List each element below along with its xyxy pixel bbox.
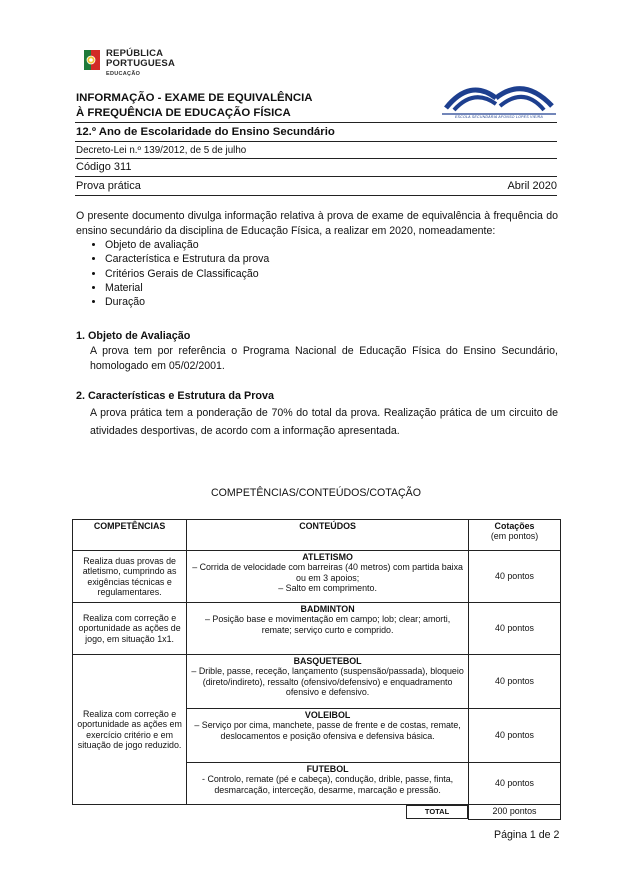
competencies-table xyxy=(72,519,561,820)
header-cotacoes-line2: (em pontos) xyxy=(490,531,539,542)
competencia-cell: Realiza duas provas de atletismo, cumprindo as exigências técnicas e regulamentares. xyxy=(73,551,187,603)
code-line: Código 311 xyxy=(76,161,132,173)
divider-5 xyxy=(75,195,557,196)
table-row xyxy=(73,603,561,655)
content-cell xyxy=(187,709,469,763)
table-row xyxy=(73,551,561,603)
content-cell xyxy=(187,655,469,709)
logo-line-republica: REPÚBLICA xyxy=(106,48,164,59)
divider-2 xyxy=(75,141,557,142)
header-cotacoes-line1: Cotações xyxy=(494,521,535,531)
empty-cell xyxy=(73,805,187,820)
competencia-cell: Realiza com correção e oportunidade as ações em exercício critério e em situação de jogo reduzido. xyxy=(73,655,187,805)
list-item: • Duração xyxy=(105,295,269,309)
school-logo xyxy=(440,76,558,122)
title-line-1: INFORMAÇÃO - EXAME DE EQUIVALÊNCIA xyxy=(76,92,313,104)
table-row xyxy=(73,655,561,709)
total-label: TOTAL xyxy=(406,805,468,819)
sport-name: FUTEBOL xyxy=(306,764,349,774)
sport-name: BADMINTON xyxy=(300,604,355,614)
sport-name: VOLEIBOL xyxy=(304,710,351,720)
portugal-flag-icon xyxy=(84,50,100,70)
page-number: Página 1 de 2 xyxy=(494,829,560,841)
points-cell: 40 pontos xyxy=(469,763,561,805)
header-cotacoes xyxy=(469,520,561,551)
total-label-wrapper xyxy=(187,805,469,820)
competencia-cell: Realiza com correção e oportunidade as ações de jogo, em situação 1x1. xyxy=(73,603,187,655)
grade-line: 12.º Ano de Escolaridade do Ensino Secundário xyxy=(76,126,335,138)
content-text: – Posição base e movimentação em campo; lob; clear; amorti, remate; serviço curto e comprido. xyxy=(205,614,451,635)
table-header-row xyxy=(73,520,561,551)
exam-date: Abril 2020 xyxy=(507,180,557,192)
points-cell: 40 pontos xyxy=(469,709,561,763)
section-2-text: A prova prática tem a ponderação de 70% do total da prova. Realização prática de um circuito de atividades desportivas, de acordo com a informação apresentada. xyxy=(90,407,558,437)
content-text: – Corrida de velocidade com barreiras (40 metros) com partida baixa ou em 3 apoios; xyxy=(192,562,463,583)
divider-3 xyxy=(75,158,557,159)
table-title: COMPETÊNCIAS/CONTEÚDOS/COTAÇÃO xyxy=(211,487,421,499)
list-item: • Critérios Gerais de Classificação xyxy=(105,267,269,281)
school-caption: ESCOLA SECUNDÁRIA AFONSO LOPES VIEIRA xyxy=(454,115,544,119)
intro-paragraph: O presente documento divulga informação relativa à prova de exame de equivalência à frequência do ensino secundário da disciplina de Educação Física, a realizar em 2020, nomeadamente: xyxy=(76,210,558,237)
title-line-2: À FREQUÊNCIA DE EDUCAÇÃO FÍSICA xyxy=(76,107,291,119)
exam-type: Prova prática xyxy=(76,180,141,192)
decree-line: Decreto-Lei n.º 139/2012, de 5 de julho xyxy=(76,145,247,156)
header-conteudos: CONTEÚDOS xyxy=(187,520,469,551)
section-2-title: 2. Características e Estrutura da Prova xyxy=(76,390,275,402)
content-text: – Salto em comprimento. xyxy=(278,583,377,594)
content-text: – Drible, passe, receção, lançamento (suspensão/passada), bloqueio (direto/indireto), ressalto (ofensivo/defensivo) e enquadramento ofensivo e defensivo. xyxy=(191,666,464,698)
header-competencias: COMPETÊNCIAS xyxy=(73,520,187,551)
points-cell: 40 pontos xyxy=(469,655,561,709)
divider-1 xyxy=(75,122,557,123)
list-item: • Material xyxy=(105,281,269,295)
intro-bullet-list xyxy=(88,238,269,309)
divider-4 xyxy=(75,176,557,177)
logo-sub-educacao: EDUCAÇÃO xyxy=(106,71,141,77)
content-text: – Serviço por cima, manchete, passe de frente e de costas, remate, deslocamentos e posição ofensiva e defensiva básica. xyxy=(194,720,461,741)
logo-line-portuguesa: PORTUGUESA xyxy=(106,58,176,69)
sport-name: BASQUETEBOL xyxy=(293,656,362,666)
content-text: - Controlo, remate (pé e cabeça), condução, drible, passe, finta, desmarcação, interceção, desarme, marcação e pressão. xyxy=(202,774,454,795)
points-cell: 40 pontos xyxy=(469,603,561,655)
content-cell xyxy=(187,603,469,655)
list-item: • Característica e Estrutura da prova xyxy=(105,252,269,266)
total-value: 200 pontos xyxy=(469,805,561,820)
section-1-text: A prova tem por referência o Programa Nacional de Educação Física do Ensino Secundário, homologado em 05/02/2001. xyxy=(90,345,558,372)
list-item: • Objeto de avaliação xyxy=(105,238,269,252)
content-cell xyxy=(187,551,469,603)
republica-portuguesa-logo xyxy=(84,46,194,82)
points-cell: 40 pontos xyxy=(469,551,561,603)
sport-name: ATLETISMO xyxy=(302,552,353,562)
content-cell xyxy=(187,763,469,805)
total-row xyxy=(73,805,561,820)
section-1-title: 1. Objeto de Avaliação xyxy=(76,330,191,342)
